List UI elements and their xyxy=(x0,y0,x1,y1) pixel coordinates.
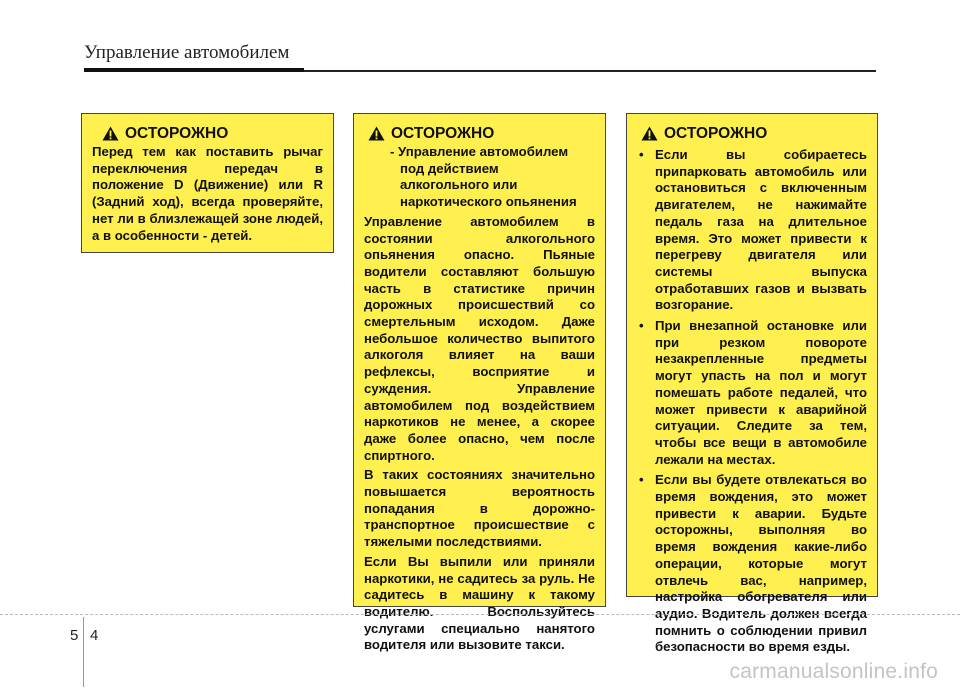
list-item: • Если вы собираетесь припарковать автомобиль или остановиться с включенным двигателем, не нажимайте педаль газа на длительное время. Это может привести к перегреву двигателя или системы выпуска отработавших газов и вызвать возгорание. xyxy=(637,147,867,314)
warning-triangle-icon xyxy=(641,126,658,141)
footer-rule xyxy=(0,614,960,616)
list-item: • Если вы будете отвлекаться во время вождения, это может привести к аварии. Будьте осторожны, выполняя во время вождения какие-либо операции, которые могут отвлечь вас, например, настройка обогревателя или аудио. Водитель должен всегда помнить о соблюдении привил безопасности во время езды. xyxy=(637,472,867,656)
watermark: carmanualsonline.info xyxy=(729,660,938,683)
caution-box-parking-distraction xyxy=(626,113,878,655)
caution-heading-label: ОСТОРОЖНО xyxy=(664,125,768,142)
caution-heading xyxy=(92,124,323,143)
header-rule xyxy=(84,70,876,72)
caution-paragraph: Управление автомобилем в состоянии алкогольного опьянения опасно. Пьяные водители составляют большую часть в статистике причин дорожных происшествий со смертельным исходом. Даже небольшое количество выпитого алкоголя влияет на ваши рефлексы, восприятие и суждения. Управление автомобилем под воздействием наркотиков не менее, а скорее даже более опасно, чем после спиртного. xyxy=(364,213,595,463)
caution-paragraph: Если Вы выпили или приняли наркотики, не садитесь за руль. Не садитесь в машину к такому водителю. Воспользуйтесь услугами специально нанятого водителя или вызовите такси. xyxy=(364,553,595,653)
footer-divider xyxy=(83,617,84,687)
page-header-title: Управление автомобилем xyxy=(84,42,290,63)
caution-box-impaired-driving xyxy=(353,113,606,653)
sub-item-line: наркотического опьянения xyxy=(400,194,577,210)
caution-heading-label: ОСТОРОЖНО xyxy=(391,125,495,142)
caution-box-shift-lever xyxy=(81,113,334,253)
caution-heading-label: ОСТОРОЖНО xyxy=(125,125,229,142)
caution-bullet-list xyxy=(637,147,867,656)
caution-heading xyxy=(364,124,595,143)
page-number: 4 xyxy=(90,627,99,644)
warning-triangle-icon xyxy=(102,126,119,141)
sub-item-line: - Управление автомобилем xyxy=(390,144,569,159)
sub-item-line: алкогольного или xyxy=(400,177,518,193)
caution-paragraph: В таких состояниях значительно повышается вероятность попадания в дорожно-транспортное происшествие с тяжелыми последствиями. xyxy=(364,467,595,550)
sub-item-impaired-driving xyxy=(364,144,595,211)
caution-text: Перед тем как поставить рычаг переключения передач в положение D (Движение) или R (Задний ход), всегда проверяйте, нет ли в близлежащей зоне людей, а в особенности - детей. xyxy=(92,144,323,243)
section-number: 5 xyxy=(70,627,79,644)
warning-triangle-icon xyxy=(368,126,385,141)
list-item: • При внезапной остановке или при резком повороте незакрепленные предметы могут упасть на пол и могут помешать работе педалей, что может привести к аварийной ситуации. Следите за тем, чтобы все вещи в автомобиле лежали на местах. xyxy=(637,318,867,468)
sub-item-line: под действием xyxy=(400,160,499,176)
caution-heading xyxy=(637,124,867,143)
